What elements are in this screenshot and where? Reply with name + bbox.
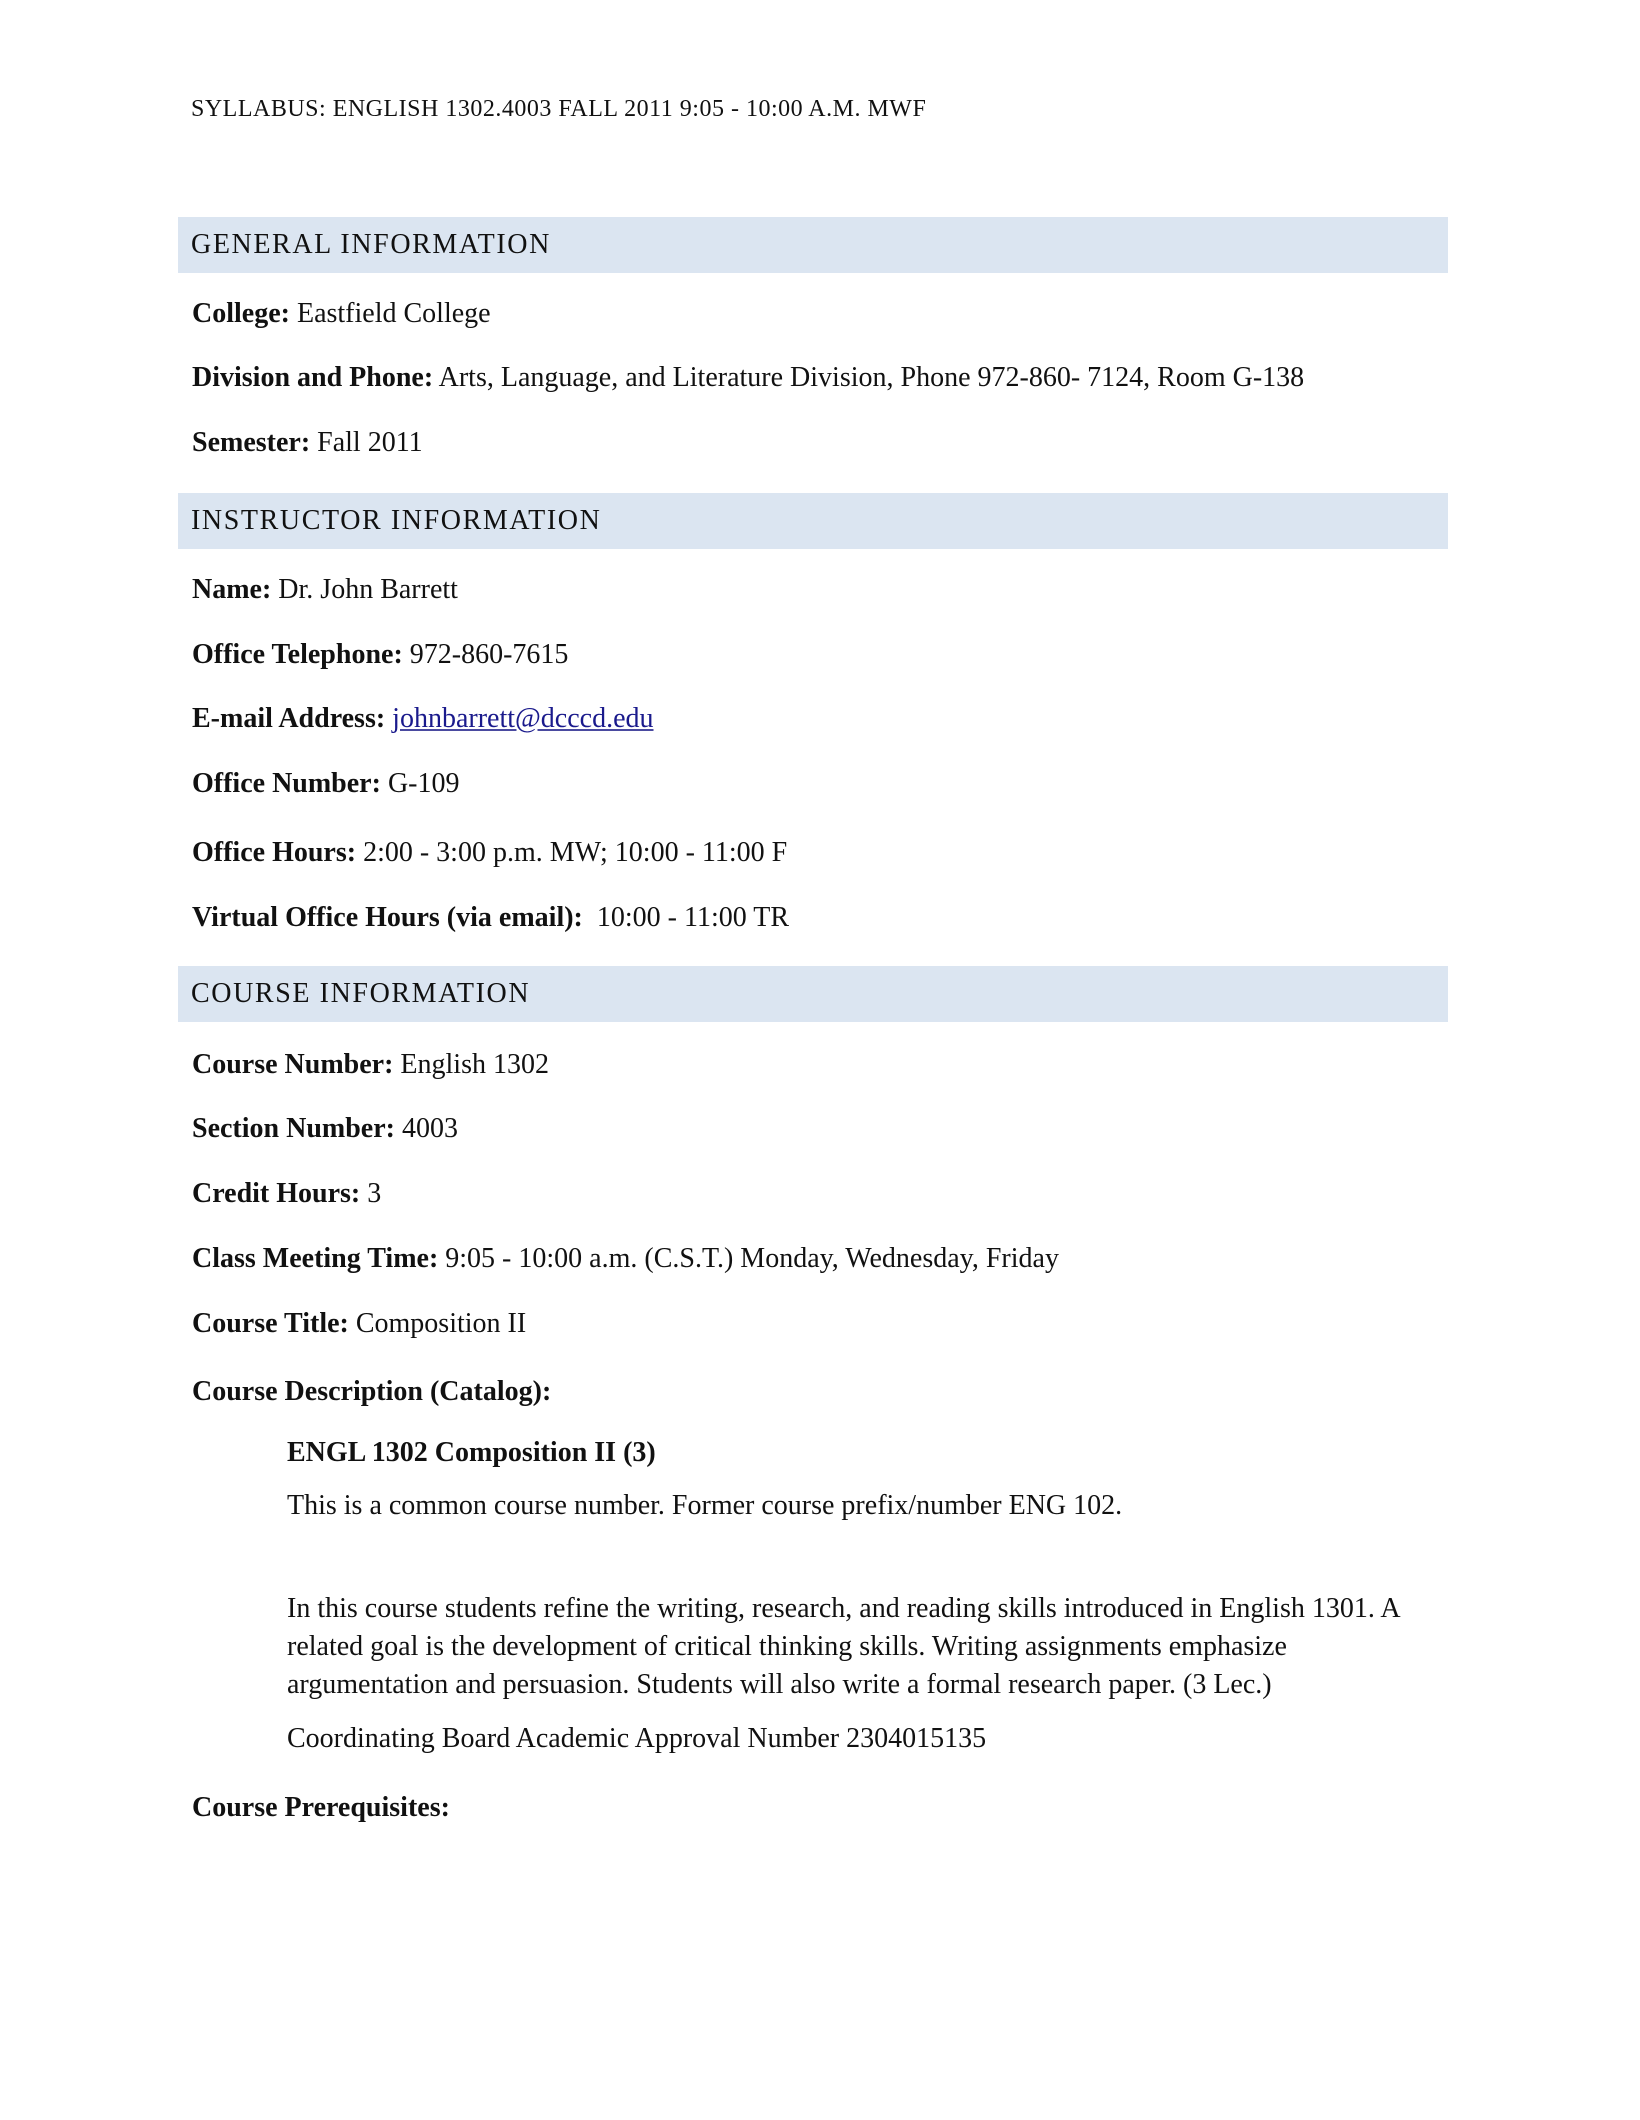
field-value: English 1302 bbox=[393, 1049, 549, 1080]
field-label: Course Description (Catalog): bbox=[192, 1376, 552, 1407]
section-title-general: GENERAL INFORMATION bbox=[191, 229, 551, 260]
field-office-number bbox=[192, 767, 459, 801]
section-bar-general bbox=[178, 217, 1448, 273]
field-label: Division and Phone: bbox=[192, 362, 434, 393]
field-value: Fall 2011 bbox=[310, 427, 423, 458]
field-label: E-mail Address: bbox=[192, 703, 386, 734]
section-bar-course bbox=[178, 966, 1448, 1022]
section-title-instructor: INSTRUCTOR INFORMATION bbox=[191, 505, 602, 536]
field-label: Class Meeting Time: bbox=[192, 1243, 439, 1274]
field-value: 972-860-7615 bbox=[402, 639, 569, 670]
field-value: 3 bbox=[360, 1178, 382, 1209]
field-instructor-name bbox=[192, 573, 458, 607]
field-label: Office Telephone: bbox=[192, 639, 403, 670]
field-value: Arts, Language, and Literature Division, Phone 972-860- 7124, Room G-138 bbox=[433, 362, 1305, 393]
field-virtual-office-hours bbox=[192, 901, 789, 935]
field-course-description-label bbox=[192, 1375, 551, 1409]
field-class-meeting-time bbox=[192, 1242, 1059, 1276]
field-credit-hours bbox=[192, 1177, 381, 1211]
catalog-approval-number: Coordinating Board Academic Approval Number 2304015135 bbox=[287, 1723, 987, 1754]
field-label: Section Number: bbox=[192, 1113, 395, 1144]
catalog-description: In this course students refine the writing, research, and reading skills introduced in English 1301. A related goal is the development of critical thinking skills. Writing assignments emphasize argumentation and persuasion. Students will also write a formal research paper. (3 Lec.) bbox=[287, 1593, 1399, 1700]
field-course-number bbox=[192, 1048, 549, 1082]
section-title-course: COURSE INFORMATION bbox=[191, 978, 531, 1009]
field-course-prerequisites-label bbox=[192, 1791, 450, 1825]
email-link[interactable]: johnbarrett@dcccd.edu bbox=[392, 703, 654, 734]
field-label: Office Number: bbox=[192, 768, 381, 799]
field-label: Name: bbox=[192, 574, 272, 605]
field-office-hours bbox=[192, 836, 787, 870]
field-value: 10:00 - 11:00 TR bbox=[582, 902, 789, 933]
field-value: Composition II bbox=[348, 1308, 527, 1339]
field-label: Course Prerequisites: bbox=[192, 1792, 450, 1823]
field-label: Office Hours: bbox=[192, 837, 357, 868]
field-value: 4003 bbox=[394, 1113, 458, 1144]
field-label: Semester: bbox=[192, 427, 311, 458]
field-label: Course Title: bbox=[192, 1308, 349, 1339]
field-value: G-109 bbox=[380, 768, 460, 799]
field-value: Dr. John Barrett bbox=[271, 574, 458, 605]
field-office-telephone bbox=[192, 638, 568, 672]
field-value: Eastfield College bbox=[289, 298, 491, 329]
field-label: Course Number: bbox=[192, 1049, 394, 1080]
field-college bbox=[192, 297, 491, 331]
catalog-course-title: ENGL 1302 Composition II (3) bbox=[287, 1437, 656, 1468]
field-section-number bbox=[192, 1112, 458, 1146]
field-course-title bbox=[192, 1307, 526, 1341]
catalog-common-number: This is a common course number. Former course prefix/number ENG 102. bbox=[287, 1490, 1123, 1521]
field-email-address bbox=[192, 702, 654, 736]
field-value: 9:05 - 10:00 a.m. (C.S.T.) Monday, Wednesday, Friday bbox=[438, 1243, 1059, 1274]
field-label: College: bbox=[192, 298, 290, 329]
field-semester bbox=[192, 426, 423, 460]
syllabus-header: SYLLABUS: ENGLISH 1302.4003 FALL 2011 9:05 - 10:00 A.M. MWF bbox=[191, 96, 927, 122]
field-division-phone bbox=[192, 361, 1304, 395]
field-label: Credit Hours: bbox=[192, 1178, 361, 1209]
field-label: Virtual Office Hours (via email): bbox=[192, 902, 583, 933]
section-bar-instructor bbox=[178, 493, 1448, 549]
field-value: 2:00 - 3:00 p.m. MW; 10:00 - 11:00 F bbox=[356, 837, 788, 868]
